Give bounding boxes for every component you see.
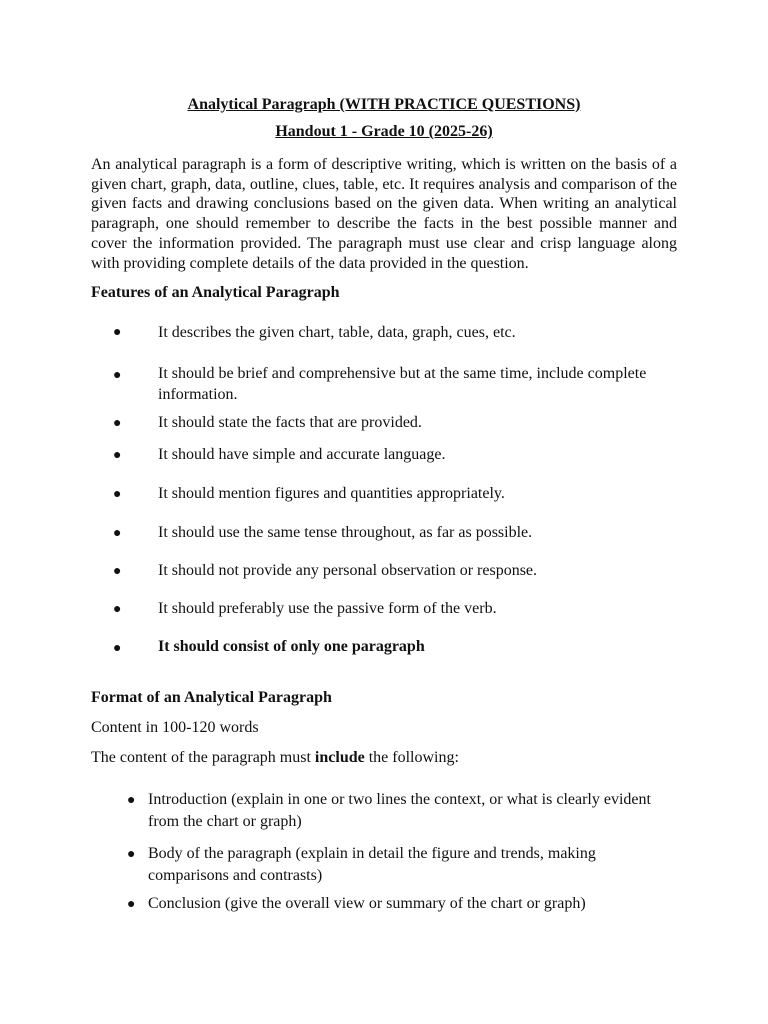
bullet-icon: ●	[127, 897, 136, 912]
include-word: include	[314, 749, 365, 766]
bullet-icon: ●	[127, 847, 136, 862]
format-heading: Format of an Analytical Paragraph	[91, 689, 332, 706]
intro-paragraph: An analytical paragraph is a form of descriptive writing, which is written on the basis of a given chart, graph, data, outline, clues, table, etc. It requires analysis and comparison of the given facts and drawing conclusions based on the given data. When writing an analytical paragraph, one should remember to describe the facts in the best possible manner and cover the information provided. The paragraph must use clear and crisp language along with providing complete details of the data provided in the question.	[91, 156, 677, 272]
bullet-icon: ●	[113, 602, 122, 617]
document-subtitle: Handout 1 - Grade 10 (2025-26)	[275, 123, 493, 140]
include-line	[91, 748, 459, 768]
bullet-icon: ●	[113, 448, 122, 463]
list-item: It should use the same tense throughout, as far as possible.	[158, 524, 533, 541]
list-item: Body of the paragraph (explain in detail the figure and trends, making comparisons and contrasts)	[148, 845, 596, 884]
list-item: It should not provide any personal observation or response.	[158, 562, 538, 579]
list-item: It should consist of only one paragraph	[158, 638, 425, 655]
list-item: It should be brief and comprehensive but at the same time, include complete information.	[158, 365, 647, 403]
list-item: It should state the facts that are provided.	[158, 414, 422, 431]
bullet-icon: ●	[113, 416, 122, 431]
bullet-icon: ●	[113, 641, 122, 656]
content-word-count: Content in 100-120 words	[91, 719, 259, 736]
include-suffix: the following:	[364, 749, 459, 766]
list-item: It should have simple and accurate language.	[158, 446, 446, 463]
bullet-icon: ●	[113, 564, 122, 579]
include-prefix: The content of the paragraph must	[91, 749, 315, 766]
bullet-icon: ●	[113, 526, 122, 541]
list-item: Conclusion (give the overall view or summary of the chart or graph)	[148, 895, 586, 912]
bullet-icon: ●	[113, 487, 122, 502]
features-heading: Features of an Analytical Paragraph	[91, 284, 340, 301]
bullet-icon: ●	[127, 793, 136, 808]
list-item: Introduction (explain in one or two lines the context, or what is clearly evident from the chart or graph)	[148, 791, 651, 830]
bullet-icon: ●	[113, 325, 122, 340]
list-item: It should preferably use the passive form of the verb.	[158, 600, 497, 617]
bullet-icon: ●	[113, 368, 122, 383]
list-item: It should mention figures and quantities appropriately.	[158, 485, 505, 502]
document-title: Analytical Paragraph (WITH PRACTICE QUESTIONS)	[187, 96, 581, 113]
list-item: It describes the given chart, table, data, graph, cues, etc.	[158, 324, 516, 341]
